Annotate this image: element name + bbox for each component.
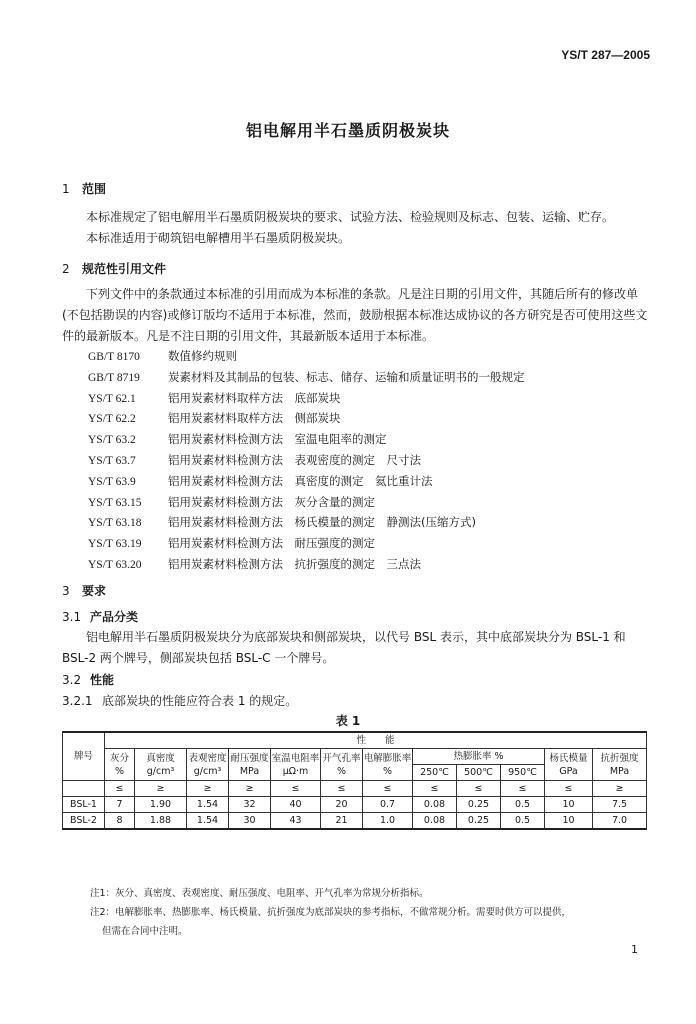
value-cell: 0.25 bbox=[457, 813, 501, 830]
value-cell: 0.7 bbox=[363, 797, 413, 813]
reference-item bbox=[88, 492, 525, 513]
page-number: 1 bbox=[631, 943, 638, 956]
reference-title: 炭素材料及其制品的包装、标志、储存、运输和质量证明书的一般规定 bbox=[168, 369, 525, 384]
table-1-caption: 表 1 bbox=[335, 714, 361, 728]
col-header-flexural-strength: 抗折强度 MPa bbox=[593, 749, 647, 781]
reference-item bbox=[88, 450, 525, 471]
limit-cell: ≥ bbox=[135, 781, 187, 797]
section-3-2-number: 3.2 bbox=[62, 673, 82, 687]
reference-code: YS/T 63.19 bbox=[88, 538, 142, 551]
section-2-number: 2 bbox=[62, 262, 70, 276]
col-header-true-density: 真密度 g/cm³ bbox=[135, 749, 187, 781]
limit-cell: ≤ bbox=[501, 781, 545, 797]
section-1-body bbox=[62, 207, 652, 249]
reference-item bbox=[88, 512, 525, 533]
reference-title: 铝用炭素材料检测方法 表观密度的测定 尺寸法 bbox=[168, 452, 421, 467]
value-cell: 21 bbox=[321, 813, 363, 830]
reference-code: YS/T 62.2 bbox=[88, 413, 136, 426]
reference-code: YS/T 63.20 bbox=[88, 558, 142, 571]
limit-cell: ≤ bbox=[413, 781, 457, 797]
value-cell: 1.54 bbox=[187, 813, 229, 830]
table-notes bbox=[62, 884, 646, 941]
limit-cell: ≤ bbox=[271, 781, 321, 797]
note-2: 注2：电解膨胀率、热膨胀率、杨氏模量、抗折强度为底部炭块的参考指标，不做常规分析。需要时供方可以提供， bbox=[90, 907, 572, 918]
value-cell: 1.54 bbox=[187, 797, 229, 813]
section-2-intro bbox=[62, 284, 652, 347]
table-header-row-1 bbox=[63, 732, 647, 749]
limit-cell: ≤ bbox=[457, 781, 501, 797]
reference-list bbox=[88, 346, 525, 575]
section-3-1-body bbox=[62, 627, 652, 669]
reference-code: GB/T 8170 bbox=[88, 351, 140, 363]
limit-cell: ≤ bbox=[321, 781, 363, 797]
note-2-continuation: 但需在合同中注明。 bbox=[102, 926, 188, 937]
col-header-950c: 950℃ bbox=[501, 765, 545, 781]
section-3-title: 要求 bbox=[82, 584, 107, 598]
value-cell: 1.90 bbox=[135, 797, 187, 813]
standard-code: YS/T 287—2005 bbox=[561, 48, 650, 62]
reference-title: 铝用炭素材料检测方法 杨氏模量的测定 静测法(压缩方式) bbox=[168, 515, 476, 530]
value-cell: 30 bbox=[229, 813, 271, 830]
reference-item bbox=[88, 429, 525, 450]
value-cell: 32 bbox=[229, 797, 271, 813]
col-header-resistivity: 室温电阻率 μΩ·m bbox=[271, 749, 321, 781]
reference-title: 铝用炭素材料检测方法 灰分含量的测定 bbox=[168, 494, 375, 509]
table-header-row-2 bbox=[63, 749, 647, 765]
reference-item bbox=[88, 533, 525, 554]
reference-code: YS/T 63.18 bbox=[88, 517, 142, 530]
value-cell: 0.08 bbox=[413, 813, 457, 830]
table-row bbox=[63, 813, 647, 830]
value-cell: 0.5 bbox=[501, 797, 545, 813]
section-2-title: 规范性引用文件 bbox=[82, 262, 167, 276]
limit-cell: ≥ bbox=[229, 781, 271, 797]
section-3-2-1 bbox=[62, 692, 297, 709]
brand-header: 牌号 bbox=[63, 732, 105, 781]
reference-item bbox=[88, 346, 525, 367]
performance-group-header: 性 能 bbox=[105, 732, 647, 749]
col-header-youngs-modulus: 杨氏模量 GPa bbox=[545, 749, 593, 781]
section-3-number: 3 bbox=[62, 584, 70, 598]
reference-item bbox=[88, 554, 525, 575]
limit-cell: ≥ bbox=[593, 781, 647, 797]
table-row bbox=[63, 797, 647, 813]
reference-title: 铝用炭素材料检测方法 真密度的测定 氦比重计法 bbox=[168, 473, 433, 488]
limits-brand-cell bbox=[63, 781, 105, 797]
section-1-title: 范围 bbox=[82, 182, 107, 196]
col-header-apparent-density: 表观密度 g/cm³ bbox=[187, 749, 229, 781]
col-header-open-porosity: 开气孔率 % bbox=[321, 749, 363, 781]
value-cell: 8 bbox=[105, 813, 135, 830]
brand-cell: BSL-2 bbox=[63, 813, 105, 830]
reference-code: GB/T 8719 bbox=[88, 371, 140, 384]
reference-code: YS/T 63.15 bbox=[88, 496, 142, 509]
reference-code: YS/T 63.7 bbox=[88, 454, 136, 467]
value-cell: 7.0 bbox=[593, 813, 647, 830]
limit-cell: ≤ bbox=[363, 781, 413, 797]
value-cell: 0.25 bbox=[457, 797, 501, 813]
section-1-number: 1 bbox=[62, 182, 70, 196]
document-title: 铝电解用半石墨质阴极炭块 bbox=[245, 121, 450, 140]
section-3-2-1-text: 底部炭块的性能应符合表 1 的规定。 bbox=[102, 694, 298, 708]
reference-item bbox=[88, 471, 525, 492]
section-3-2-1-number: 3.2.1 bbox=[62, 694, 93, 708]
value-cell: 10 bbox=[545, 813, 593, 830]
brand-cell: BSL-1 bbox=[63, 797, 105, 813]
limit-cell: ≤ bbox=[105, 781, 135, 797]
section-3-1-number: 3.1 bbox=[62, 610, 82, 624]
reference-item bbox=[88, 367, 525, 388]
col-header-thermal-expansion: 热膨胀率 % bbox=[413, 749, 545, 765]
section-3-1-heading bbox=[62, 608, 138, 625]
note-1: 注1：灰分、真密度、表观密度、耐压强度、电阻率、开气孔率为常规分析指标。 bbox=[90, 888, 429, 899]
value-cell: 40 bbox=[271, 797, 321, 813]
col-header-compressive-strength: 耐压强度 MPa bbox=[229, 749, 271, 781]
section-2-heading bbox=[62, 260, 166, 277]
section-3-1-title: 产品分类 bbox=[90, 610, 139, 624]
limits-row bbox=[63, 781, 647, 797]
classification-paragraph: 铝电解用半石墨质阴极炭块分为底部炭块和侧部炭块，以代号 BSL 表示，其中底部炭块分为 BSL-1 和 BSL-2 两个牌号，侧部炭块包括 BSL-C 一个牌号。 bbox=[62, 630, 626, 665]
performance-table bbox=[62, 731, 647, 830]
value-cell: 1.88 bbox=[135, 813, 187, 830]
section-3-2-heading bbox=[62, 671, 114, 688]
value-cell: 1.0 bbox=[363, 813, 413, 830]
scope-paragraph-2: 本标准适用于砌筑铝电解槽用半石墨质阴极炭块。 bbox=[86, 231, 351, 245]
value-cell: 0.08 bbox=[413, 797, 457, 813]
reference-title: 铝用炭素材料取样方法 底部炭块 bbox=[168, 390, 341, 405]
reference-title: 铝用炭素材料检测方法 抗折强度的测定 三点法 bbox=[168, 556, 421, 571]
reference-title: 铝用炭素材料检测方法 室温电阻率的测定 bbox=[168, 432, 387, 447]
value-cell: 7 bbox=[105, 797, 135, 813]
section-1-heading bbox=[62, 180, 106, 197]
reference-title: 数值修约规则 bbox=[168, 349, 237, 363]
value-cell: 20 bbox=[321, 797, 363, 813]
references-intro-paragraph: 下列文件中的条款通过本标准的引用而成为本标准的条款。凡是注日期的引用文件，其随后所有的修改单(不包括勘误的内容)或修订版均不适用于本标准，然而，鼓励根据本标准达成协议的各方研究是否可使用这些文件的最新版本。凡是不注日期的引用文件，其最新版本适用于本标准。 bbox=[62, 287, 648, 343]
reference-code: YS/T 63.2 bbox=[88, 434, 136, 447]
col-header-electrolytic-expansion: 电解膨胀率 % bbox=[363, 749, 413, 781]
reference-item bbox=[88, 388, 525, 409]
section-3-2-title: 性能 bbox=[90, 673, 115, 687]
value-cell: 43 bbox=[271, 813, 321, 830]
reference-title: 铝用炭素材料取样方法 侧部炭块 bbox=[168, 411, 341, 426]
value-cell: 10 bbox=[545, 797, 593, 813]
col-header-250c: 250℃ bbox=[413, 765, 457, 781]
col-header-500c: 500℃ bbox=[457, 765, 501, 781]
limit-cell: ≤ bbox=[545, 781, 593, 797]
section-3-heading bbox=[62, 582, 106, 599]
scope-paragraph-1: 本标准规定了铝电解用半石墨质阴极炭块的要求、试验方法、检验规则及标志、包装、运输、贮存。 bbox=[86, 210, 615, 224]
reference-item bbox=[88, 408, 525, 429]
limit-cell: ≥ bbox=[187, 781, 229, 797]
col-header-ash: 灰分 % bbox=[105, 749, 135, 781]
reference-code: YS/T 63.9 bbox=[88, 475, 136, 488]
value-cell: 0.5 bbox=[501, 813, 545, 830]
value-cell: 7.5 bbox=[593, 797, 647, 813]
reference-code: YS/T 62.1 bbox=[88, 392, 136, 405]
reference-title: 铝用炭素材料检测方法 耐压强度的测定 bbox=[168, 536, 375, 551]
